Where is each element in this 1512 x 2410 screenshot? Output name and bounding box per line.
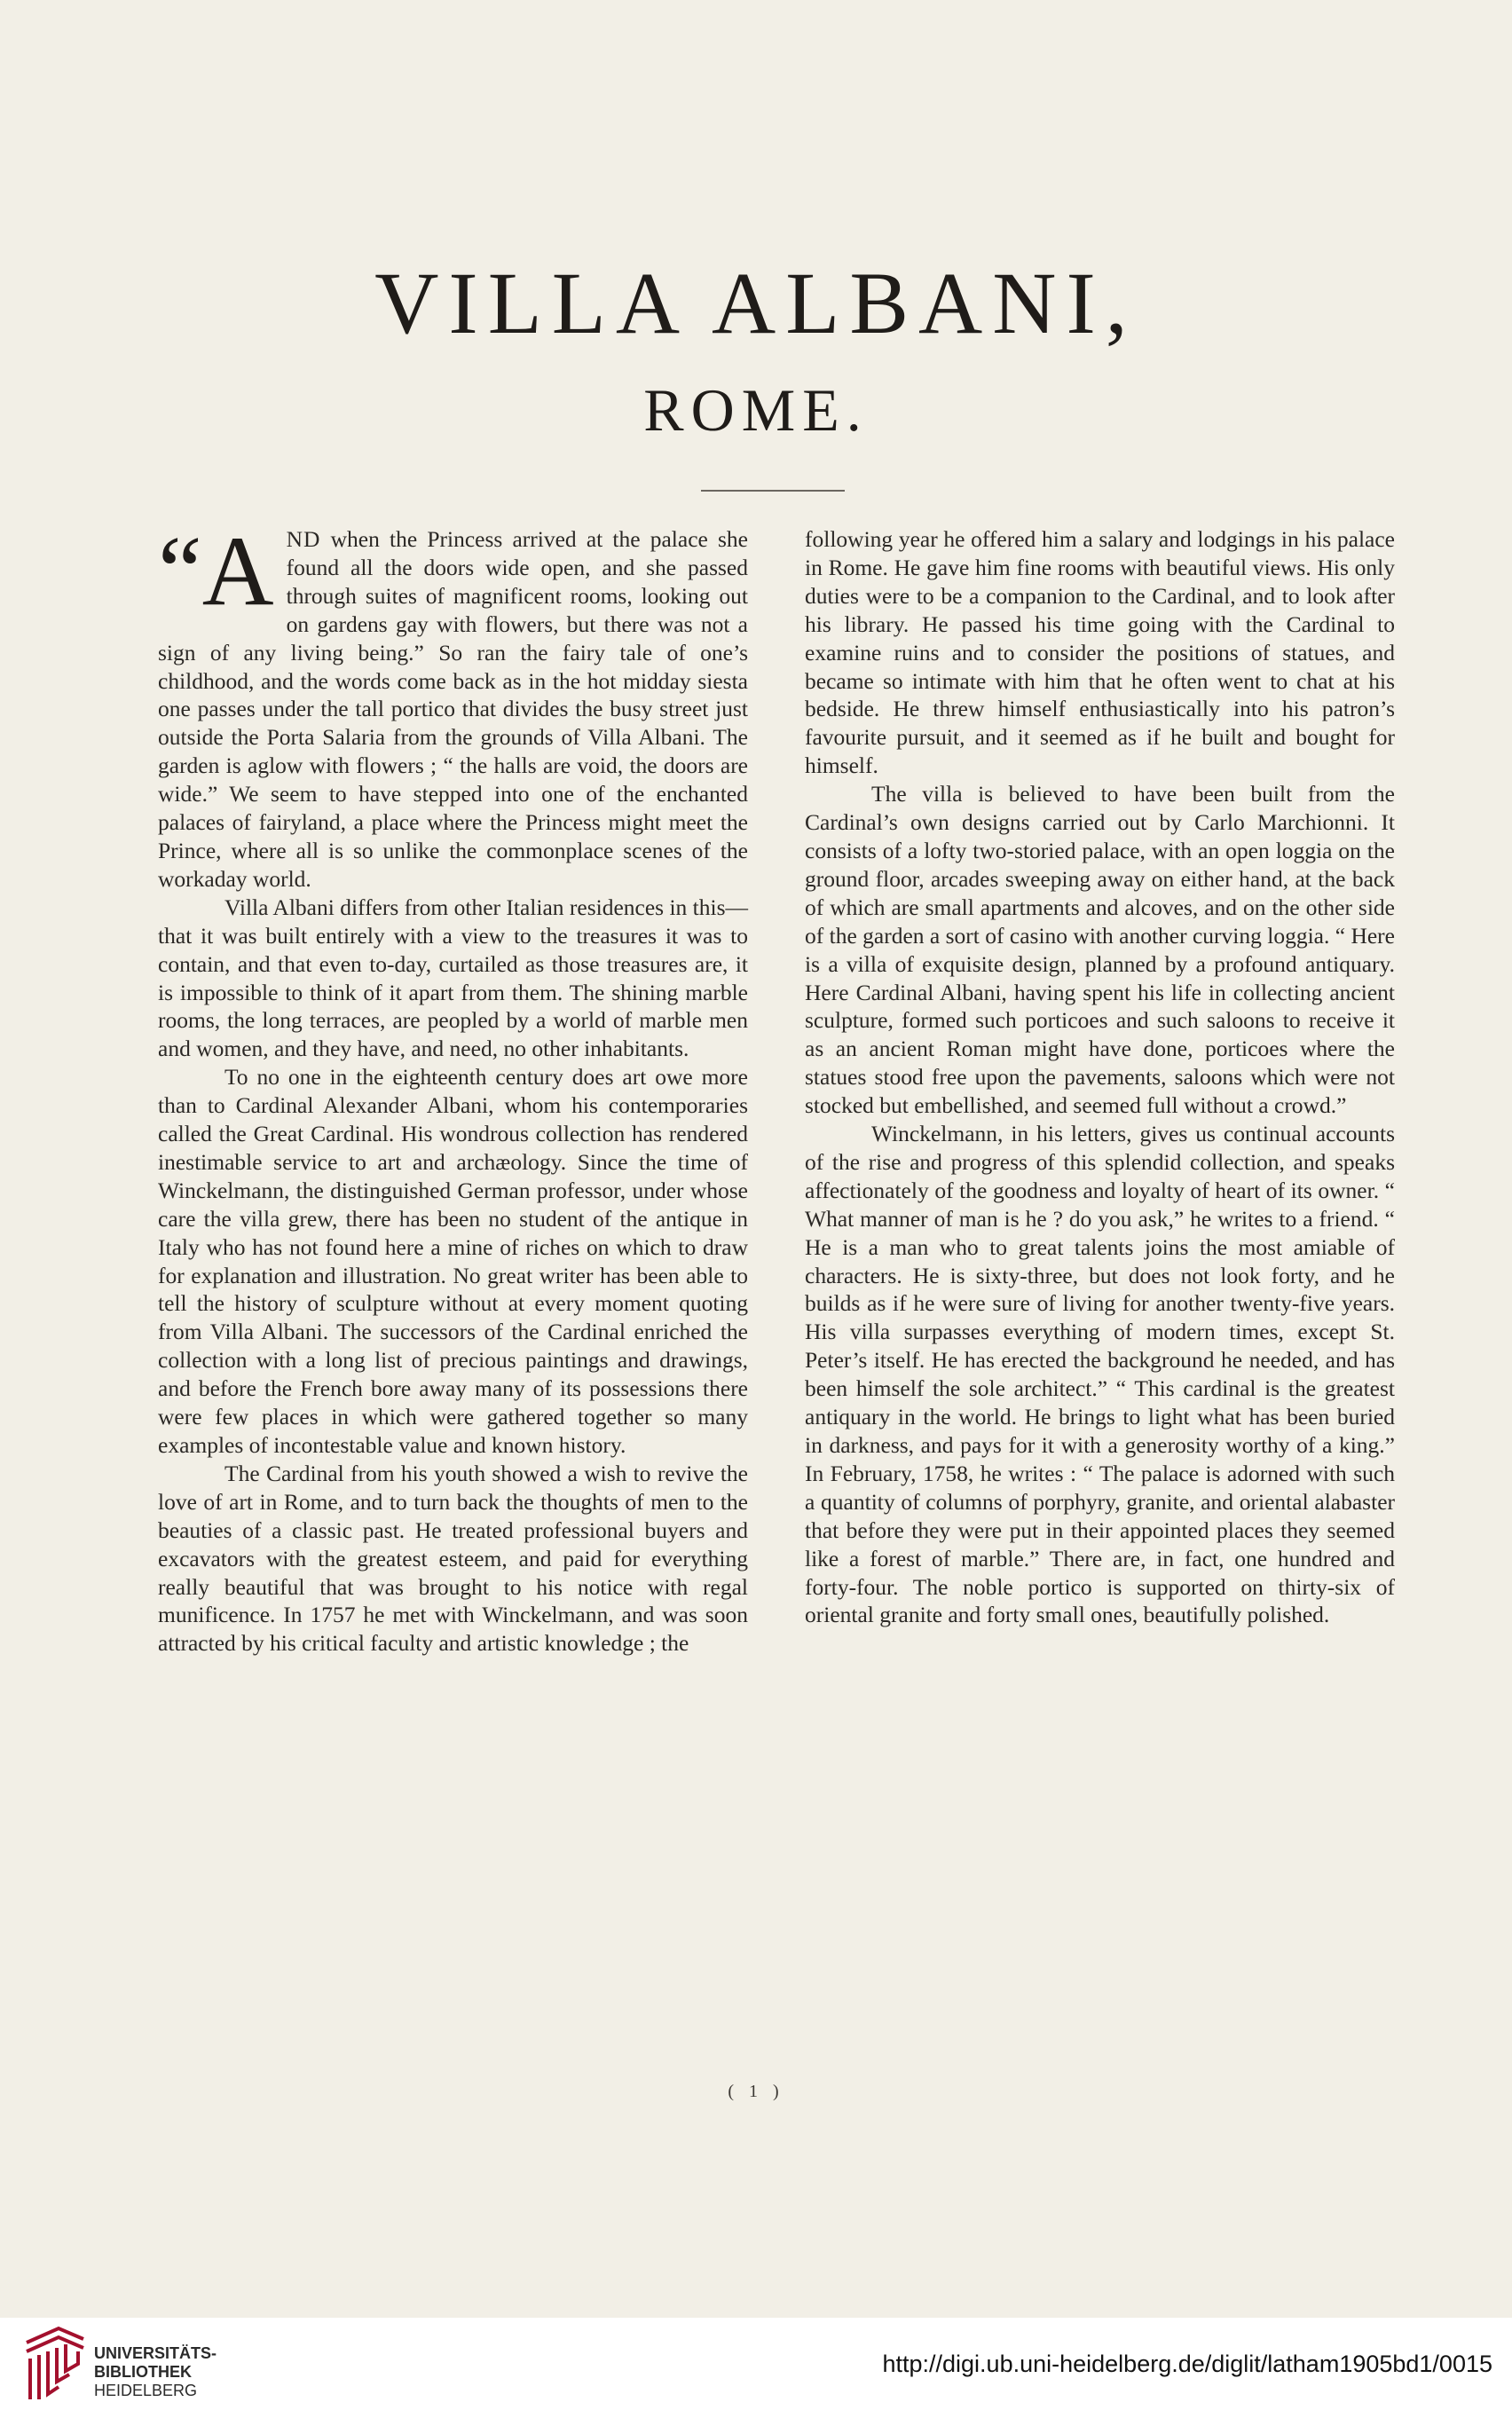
library-footer — [0, 2318, 1512, 2410]
page-number: ( 1 ) — [728, 2082, 784, 2101]
paragraph-4: The Cardinal from his youth showed a wish to revive the love of art in Rome, and to turn back the thoughts of men to the beauties of a classic past. He treated professional buyers and excavators with the greatest esteem, and paid for everything really beautiful that was brought to his notice with regal munificence. In 1757 he met with Winckelmann, and was soon attracted by his critical faculty and artistic knowledge ; the — [158, 1460, 748, 1657]
opening-quote: “ — [158, 516, 202, 626]
library-name — [94, 2344, 217, 2400]
paragraph-6: The villa is believed to have been built from the Cardinal’s own designs carried out by Carlo Marchionni. It consists of a lofty two-storied palace, with an open loggia on the ground floor, arcades sweeping away on either hand, at the back of which are small apartments and alcoves, and on the other side of the garden a sort of casino with another curving loggia. “ Here is a villa of exquisite design, planned by a profound antiquary. Here Cardinal Albani, having spent his life in collecting ancient sculpture, formed such porticoes and such saloons to receive it as an ancient Roman might have done, porticoes where the statues stood free upon the pavements, saloons which were not stocked but embellished, and seemed full without a crowd.” — [805, 781, 1395, 1119]
university-library-logo-icon — [23, 2325, 87, 2403]
title-divider — [701, 490, 845, 492]
source-url[interactable]: http://digi.ub.uni-heidelberg.de/diglit/latham1905bd1/0015 — [882, 2351, 1492, 2377]
paragraph-1-text: when the Princess arrived at the palace she found all the doors wide open, and she passed through suites of magnificent rooms, looking out on gardens gay with flowers, but there was not a sign of any living being.” So ran the fairy tale of one’s childhood, and the words come back as in the hot midday siesta one passes under the tall portico that divides the busy street just outside the Porta Salaria from the grounds of Villa Albani. The garden is aglow with flowers ; “ the halls are void, the doors are wide.” We seem to have stepped into one of the enchanted palaces of fairyland, a place where the Princess might meet the Prince, where all is so unlike the commonplace scenes of the workaday world. — [158, 526, 748, 892]
library-name-line-1: UNIVERSITÄTS- — [94, 2344, 217, 2362]
drop-cap-letter: A — [201, 516, 274, 626]
text-column-right — [805, 525, 1395, 1629]
small-caps-lead: ND — [286, 526, 321, 552]
paragraph-7: Winckelmann, in his letters, gives us continual accounts of the rise and progress of this splendid collection, and speaks affectionately of the goodness and loyalty of heart of its owner. “ What manner of man is he ? do you ask,” he writes to a friend. “ He is a man who to great talents joins the most amiable of characters. He is sixty-three, but does not look forty, and he builds as if he were sure of living for another twenty-five years. His villa surpasses everything of modern times, except St. Peter’s itself. He has erected the background he needed, and has been himself the sole architect.” “ This cardinal is the greatest antiquary in the world. He brings to light what has been buried in darkness, and pays for it with a generosity worthy of a king.” In February, 1758, he writes : “ The palace is adorned with such a quantity of columns of porphyry, granite, and oriental alabaster that before they were put in their appointed places they seemed like a forest of marble.” There are, in fact, one hundred and forty-four. The noble portico is supported on thirty-six of oriental granite and forty small ones, beautifully polished. — [805, 1121, 1395, 1628]
drop-cap — [158, 516, 274, 626]
article-subtitle: ROME. — [643, 376, 869, 444]
text-column-left — [158, 516, 749, 1658]
paragraph-3: To no one in the eighteenth century does art owe more than to Cardinal Alexander Albani, whom his contemporaries called the Great Cardinal. His wondrous collection has rendered inestimable service to art and archæology. Since the time of Winckelmann, the distinguished German professor, under whose care the villa grew, there has been no student of the antique in Italy who has not found here a mine of riches on which to draw for explanation and illustration. No great writer has been able to tell the history of sculpture without at every moment quoting from Villa Albani. The successors of the Cardinal enriched the collection with a long list of precious paintings and drawings, and before the French bore away many of its possessions there were few places in which were gathered together so many examples of incontestable value and known history. — [158, 1064, 748, 1458]
article-title: VILLA ALBANI, — [374, 254, 1138, 352]
library-name-line-2: BIBLIOTHEK — [94, 2363, 192, 2381]
library-name-line-3: HEIDELBERG — [94, 2382, 198, 2399]
paragraph-1 — [158, 516, 748, 894]
paragraph-2: Villa Albani differs from other Italian residences in this—that it was built entirely with a view to the treasures it was to contain, and that even to-day, curtailed as those treasures are, it is impossible to think of it apart from them. The shining marble rooms, the long terraces, are peopled by a world of marble men and women, and they have, and need, no other inhabitants. — [158, 894, 749, 1062]
paragraph-5: following year he offered him a salary and lodgings in his palace in Rome. He gave him fine rooms with beautiful views. His only duties were to be a companion to the Cardinal, and to look after his library. He passed his time going with the Cardinal to examine ruins and to consider the positions of statues, and became so intimate with him that he often went to chat at his bedside. He threw himself enthusiastically into his patron’s favourite pursuit, and it seemed as if he built and bought for himself. — [805, 526, 1395, 779]
